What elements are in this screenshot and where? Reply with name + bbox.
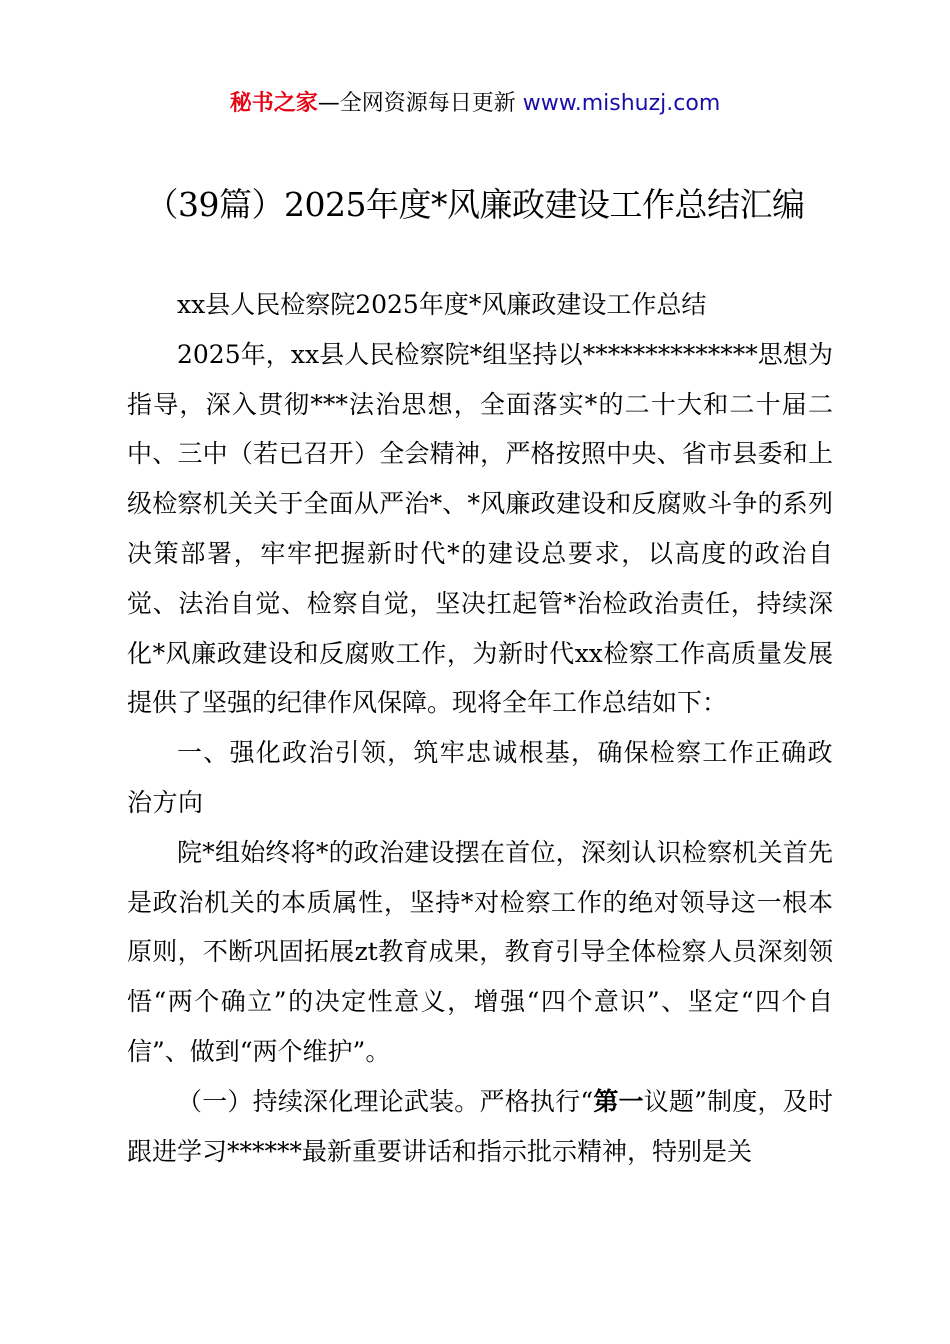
subsection-1-prefix: （一）持续深化理论武装。严格执行“ bbox=[177, 1086, 594, 1116]
document-subtitle: xx县人民检察院2025年度*风廉政建设工作总结 bbox=[177, 290, 707, 319]
subsection-1-paragraph bbox=[127, 1077, 833, 1177]
site-tagline: —全网资源每日更新 bbox=[317, 91, 523, 116]
intro-paragraph: 2025年，xx县人民检察院*组坚持以**************思想为指导，深入贯彻***法治思想，全面落实*的二十大和二十届二中、三中（若已召开）全会精神，严格按照中央、省市县委和上级检察机关关于全面从严治*、*风廉政建设和反腐败斗争的系列决策部署，牢牢把握新时代*的建设总要求，以高度的政治自觉、法治自觉、检察自觉，坚决扛起管*治检政治责任，持续深化*风廉政建设和反腐败工作，为新时代xx检察工作高质量发展提供了坚强的纪律作风保障。现将全年工作总结如下： bbox=[127, 339, 833, 718]
site-banner bbox=[0, 86, 950, 122]
subsection-1-bold: 第一 bbox=[593, 1086, 644, 1116]
section-heading-1: 一、强化政治引领，筑牢忠诚根基，确保检察工作正确政治方向 bbox=[127, 738, 833, 817]
site-brand: 秘书之家 bbox=[229, 91, 318, 116]
subsection-1-rest: 议题”制度，及时跟进学习******最新重要讲话和指示批示精神，特别是关 bbox=[127, 1086, 833, 1166]
document-title: （39篇）2025年度*风廉政建设工作总结汇编 bbox=[145, 185, 805, 224]
site-url-link[interactable]: www.mishuzj.com bbox=[522, 91, 721, 116]
document-body bbox=[127, 280, 833, 1176]
section-1-paragraph: 院*组始终将*的政治建设摆在首位，深刻认识检察机关首先是政治机关的本质属性，坚持*对检察工作的绝对领导这一根本原则，不断巩固拓展zt教育成果，教育引导全体检察人员深刻领悟“两个确立”的决定性意义，增强“四个意识”、坚定“四个自信”、做到“两个维护”。 bbox=[127, 837, 833, 1066]
